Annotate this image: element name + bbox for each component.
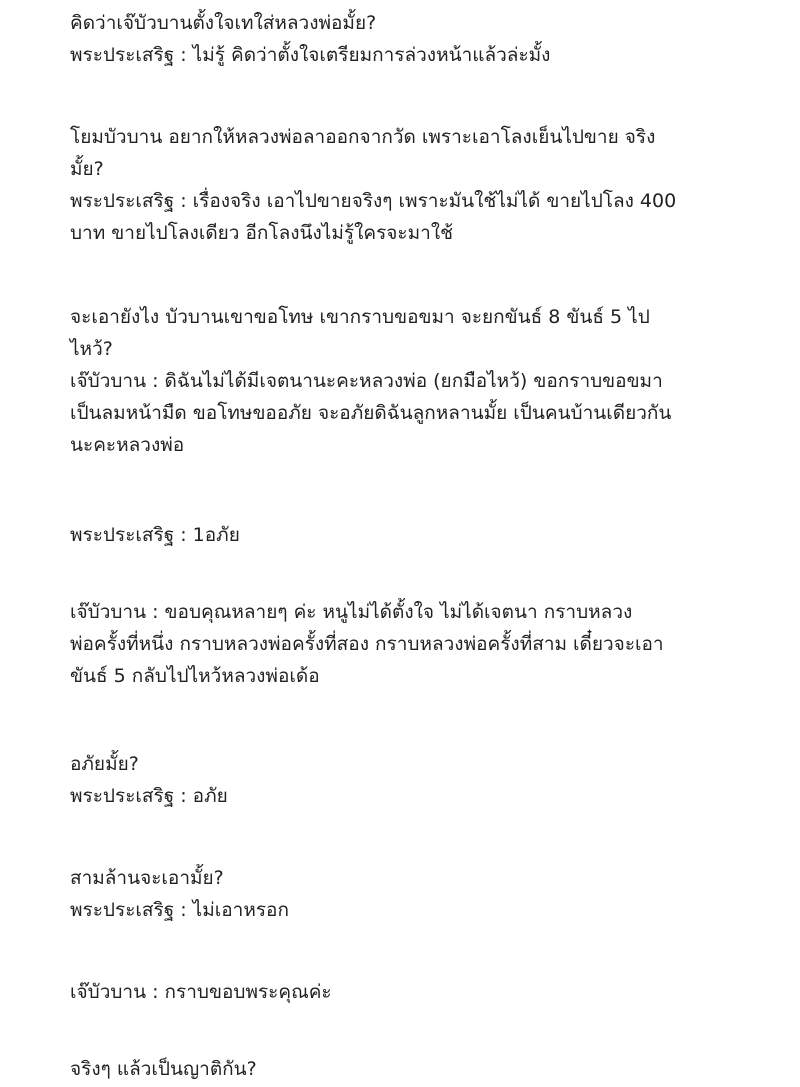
qa-block-6 <box>70 748 228 812</box>
answer-line: นะคะหลวงพ่อ <box>70 434 185 456</box>
answer-line: พระประเสริฐ : 1อภัย <box>70 524 240 546</box>
qa-block-4 <box>70 519 240 551</box>
qa-block-2 <box>70 121 676 249</box>
answer-line: พระประเสริฐ : อภัย <box>70 785 228 807</box>
answer-line: เจ๊บัวบาน : ดิฉันไม่ได้มีเจตนานะคะหลวงพ่อ (ยกมือไหว้) ขอกราบขอขมา <box>70 370 663 392</box>
qa-block-1 <box>70 7 550 71</box>
answer-line: พ่อครั้งที่หนึ่ง กราบหลวงพ่อครั้งที่สอง กราบหลวงพ่อครั้งที่สาม เดี๋ยวจะเอา <box>70 633 664 655</box>
question-line: มั้ย? <box>70 158 104 180</box>
qa-block-3 <box>70 301 671 461</box>
qa-block-7 <box>70 862 289 926</box>
answer-line: เจ๊บัวบาน : กราบขอบพระคุณค่ะ <box>70 981 332 1003</box>
question-line: สามล้านจะเอามั้ย? <box>70 867 224 889</box>
answer-line: เป็นลมหน้ามืด ขอโทษขออภัย จะอภัยดิฉันลูกหลานมั้ย เป็นคนบ้านเดียวกัน <box>70 402 672 424</box>
question-line: อภัยมั้ย? <box>70 753 139 775</box>
answer-line: พระประเสริฐ : ไม่รู้ คิดว่าตั้งใจเตรียมการล่วงหน้าแล้วล่ะมั้ง <box>70 44 551 66</box>
question-line: โยมบัวบาน อยากให้หลวงพ่อลาออกจากวัด เพราะเอาโลงเย็นไปขาย จริง <box>70 126 656 148</box>
answer-line: เจ๊บัวบาน : ขอบคุณหลายๆ ค่ะ หนูไม่ได้ตั้งใจ ไม่ได้เจตนา กราบหลวง <box>70 601 633 623</box>
answer-line: บาท ขายไปโลงเดียว อีกโลงนึงไม่รู้ใครจะมาใช้ <box>70 222 453 244</box>
qa-block-5 <box>70 596 664 692</box>
question-line: จริงๆ แล้วเป็นญาติกัน? <box>70 1058 257 1080</box>
question-line: ไหว้? <box>70 338 113 360</box>
question-line: จะเอายังไง บัวบานเขาขอโทษ เขากราบขอขมา จะยกขันธ์ 8 ขันธ์ 5 ไป <box>70 306 650 328</box>
answer-line: ขันธ์ 5 กลับไปไหว้หลวงพ่อเด้อ <box>70 665 320 687</box>
question-line: คิดว่าเจ๊บัวบานตั้งใจเทใส่หลวงพ่อมั้ย? <box>70 12 377 34</box>
answer-line: พระประเสริฐ : เรื่องจริง เอาไปขายจริงๆ เพราะมันใช้ไม่ได้ ขายไปโลง 400 <box>70 190 677 212</box>
answer-line: พระประเสริฐ : ไม่เอาหรอก <box>70 899 289 921</box>
qa-block-9 <box>70 1053 257 1085</box>
qa-block-8 <box>70 976 332 1008</box>
